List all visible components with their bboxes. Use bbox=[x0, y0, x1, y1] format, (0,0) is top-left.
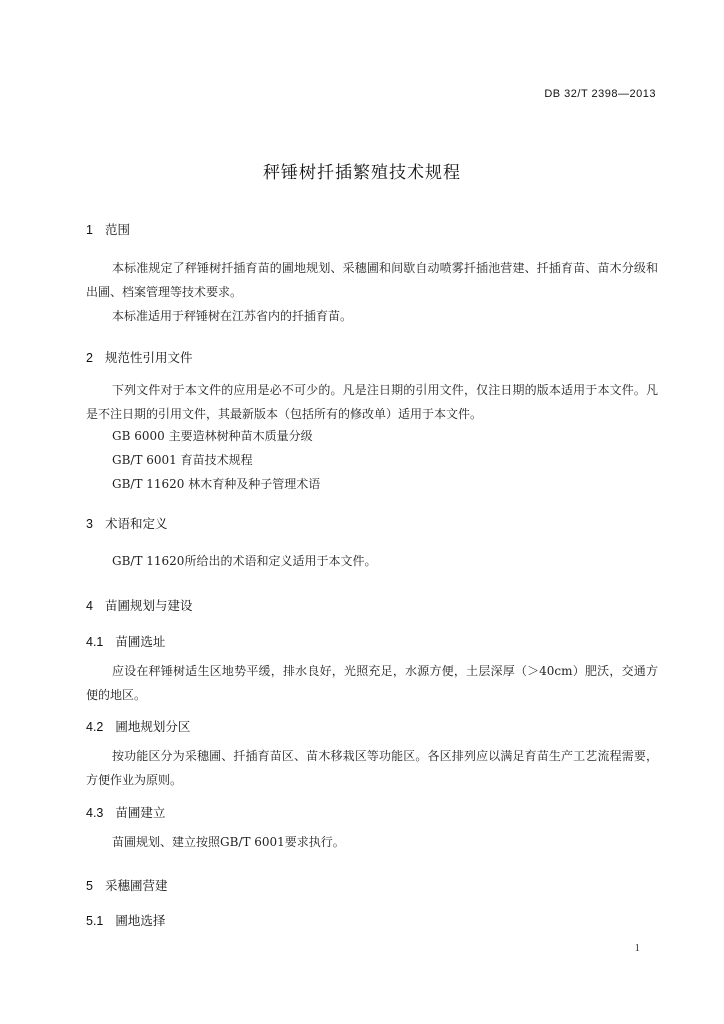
section-5-1-heading bbox=[86, 911, 165, 929]
section-2-heading bbox=[86, 348, 192, 366]
section-4-1-heading bbox=[86, 632, 165, 650]
section-3-paragraph-1: GB/T 11620所给出的术语和定义适用于本文件。 bbox=[112, 554, 377, 568]
section-number: 1 bbox=[86, 223, 93, 237]
reference-item: GB 6000 主要造林树种苗木质量分级 bbox=[112, 429, 313, 443]
section-4-2-paragraph-1: 按功能区分为采穗圃、扦插育苗区、苗木移栽区等功能区。各区排列应以满足育苗生产工艺流程需要，方便作业为原则。 bbox=[86, 749, 658, 787]
section-3-heading bbox=[86, 514, 167, 532]
reference-item: GB/T 11620 林木育种及种子管理术语 bbox=[112, 477, 321, 491]
section-4-heading bbox=[86, 596, 192, 614]
page-number: 1 bbox=[634, 942, 640, 954]
section-number: 4 bbox=[86, 599, 93, 613]
section-title: 苗圃选址 bbox=[115, 634, 166, 649]
section-number: 4.3 bbox=[86, 806, 104, 820]
document-title: 秤锤树扦插繁殖技术规程 bbox=[263, 163, 461, 183]
section-title: 采穗圃营建 bbox=[104, 878, 168, 893]
section-number: 4.2 bbox=[86, 720, 104, 734]
section-5-heading bbox=[86, 876, 167, 894]
section-title: 规范性引用文件 bbox=[104, 350, 193, 365]
section-title: 苗圃建立 bbox=[115, 805, 166, 820]
section-number: 5 bbox=[86, 879, 93, 893]
document-code: DB 32/T 2398—2013 bbox=[544, 88, 656, 100]
section-1-paragraph-2: 本标准适用于秤锤树在江苏省内的扦插育苗。 bbox=[112, 309, 353, 323]
section-4-3-paragraph-1: 苗圃规划、建立按照GB/T 6001要求执行。 bbox=[112, 835, 345, 849]
section-title: 范围 bbox=[104, 222, 130, 237]
section-number: 2 bbox=[86, 351, 93, 365]
section-4-1-paragraph-1: 应设在秤锤树适生区地势平缓，排水良好，光照充足，水源方便，土层深厚（＞40cm）肥沃，交通方便的地区。 bbox=[86, 664, 658, 702]
section-title: 术语和定义 bbox=[104, 516, 168, 531]
section-number: 5.1 bbox=[86, 914, 104, 928]
section-title: 圃地选择 bbox=[115, 913, 166, 928]
section-2-paragraph-1: 下列文件对于本文件的应用是必不可少的。凡是注日期的引用文件，仅注日期的版本适用于本文件。凡是不注日期的引用文件，其最新版本（包括所有的修改单）适用于本文件。 bbox=[86, 383, 658, 421]
section-4-3-heading bbox=[86, 803, 165, 821]
section-number: 4.1 bbox=[86, 635, 104, 649]
section-number: 3 bbox=[86, 517, 93, 531]
section-1-heading bbox=[86, 220, 130, 238]
section-title: 苗圃规划与建设 bbox=[104, 598, 193, 613]
section-4-2-heading bbox=[86, 717, 190, 735]
section-title: 圃地规划分区 bbox=[115, 719, 191, 734]
section-1-paragraph-1: 本标准规定了秤锤树扦插育苗的圃地规划、采穗圃和间歇自动喷雾扦插池营建、扦插育苗、苗木分级和出圃、档案管理等技术要求。 bbox=[86, 261, 658, 299]
reference-item: GB/T 6001 育苗技术规程 bbox=[112, 453, 253, 467]
